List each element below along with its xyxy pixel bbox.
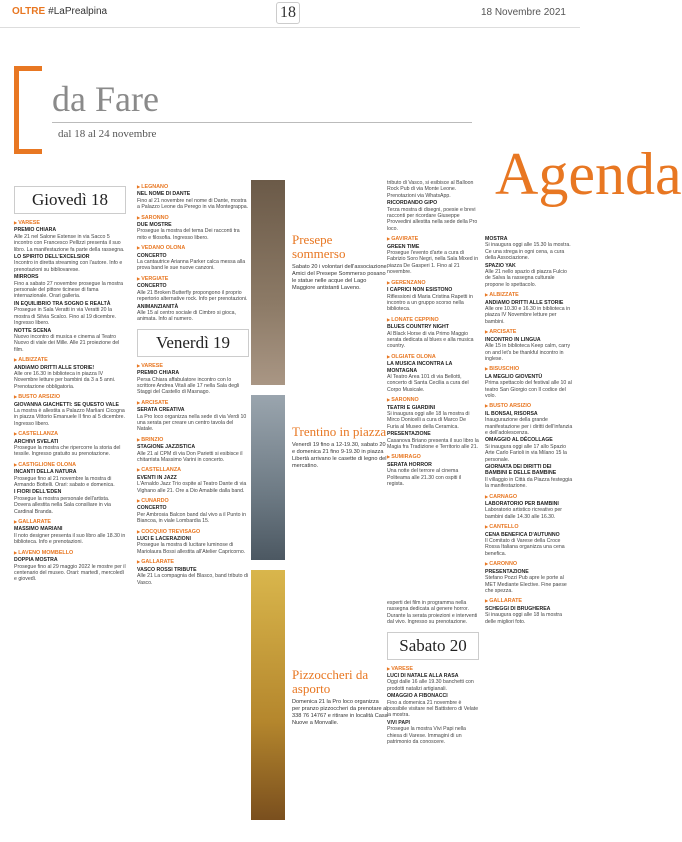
event-item [387, 431, 479, 450]
brand [12, 6, 107, 17]
event-title: SERATA CREATIVA [137, 407, 185, 414]
event-title: SERATA HORROR [387, 461, 432, 468]
day-heading-saturday: Sabato 20 [387, 632, 479, 660]
event-body: Il Comitato di Varese della Croce Rossa Italiana organizza una cena benefica. [485, 538, 565, 557]
event-city: ▶ BISUSCHIO [485, 366, 573, 372]
event-title: I FIORI DELL'EDEN [14, 489, 62, 496]
event-city: ▶ GALLARATE [485, 598, 573, 604]
event-list [387, 666, 479, 746]
event-title: MIRRORS [14, 274, 39, 281]
event-item [485, 494, 573, 521]
event-item [387, 180, 479, 199]
event-body: Prosegue fino al 21 novembre la mostra di Armando Bottelli. Orari: sabato e domenica. [14, 475, 115, 489]
event-title: LABORATORIO PER BAMBINI [485, 501, 559, 508]
event-title: CENA BENEFICA D'AUTUNNO [485, 531, 560, 538]
event-city: ▶ BUSTO ARSIZIO [14, 394, 126, 400]
feature-title: Pizzoccheri da asporto [292, 667, 369, 696]
event-city: ▶ LEGNANO [137, 184, 249, 190]
pizzoccheri-photo [251, 570, 285, 820]
event-title: I CAPRICI NON ESISTONO [387, 287, 453, 294]
event-body: Riflessioni di Maria Cristina Rapetti in incontro a un gruppo scorso nella biblioteca. [387, 293, 473, 313]
event-city: ▶ CUNARDO [137, 498, 249, 504]
event-body: Nuovo incontro di musica e cinema al Teatro Nuovo di viale dei Mille. Alle 21 proiezione del film. [14, 333, 120, 353]
feature-title: Trentino in piazza [292, 424, 387, 439]
event-city: ▶ BUSTO ARSIZIO [485, 403, 573, 409]
event-city: ▶ GAVIRATE [387, 236, 479, 242]
event-title: OMAGGIO AL DÉCOLLAGE [485, 437, 553, 444]
event-item [387, 280, 479, 313]
event-body: Prosegue in Sala Veratti in via Veratti 20 la mostra di Silvia Scalco. Fino al 19 dicembre. Ingresso libero. [14, 307, 117, 327]
agenda-title: Agenda [495, 141, 682, 207]
event-item [137, 245, 249, 272]
event-title: PRESENTAZIONE [387, 431, 431, 438]
event-item [137, 400, 249, 433]
event-city: ▶ VARESE [137, 363, 249, 369]
event-item [137, 304, 249, 323]
event-body: Alle 21 nel Salone Estense in via Sacco 5 incontro con Francesco Pellizzi presenta il suo libro. La manifestazione fa parte della rassegna. [14, 233, 125, 253]
event-list [137, 363, 249, 586]
event-body: Fino a domenica 21 novembre è possibile visitare nel Battistero di Velate la mostra. [387, 699, 479, 719]
event-city: ▶ OLGIATE OLONA [387, 354, 479, 360]
event-title: TEATRI E GIARDINI [387, 404, 436, 411]
event-title: ANDIAMO DRITTI ALLE STORIE! [14, 364, 95, 371]
event-item [14, 254, 126, 273]
event-item [14, 357, 126, 390]
event-body: Il noto designer presenta il suo libro alle 18.30 in biblioteca. Info e prenotazioni. [14, 532, 126, 546]
event-item [485, 403, 573, 436]
event-item [14, 550, 126, 583]
event-body: Alle 21 Broken Butterfly propongono il proprio repertorio alternative rock. Info per prenotazioni. [137, 289, 248, 303]
event-city: ▶ CARONNO [485, 561, 573, 567]
event-city: ▶ ARCISATE [485, 329, 573, 335]
event-title: LUCI DI NATALE ALLA RASA [387, 673, 459, 680]
event-body: tributo di Vasco, si esibisce al Balloon Rock Pub di via Monte Leone. Prenotazioni via WhatsApp. [387, 180, 474, 199]
event-title: DUE MOSTRE [137, 222, 172, 229]
event-item [485, 236, 573, 262]
event-body: Prosegue la mostra Vivi Papi nella chiesa di Varese. Immagini di un patrimonio da conoscere. [387, 726, 466, 746]
event-body: La Pro loco organizza nella sede di via Verdi 10 una serata per creare un centro tavola del Natale. [137, 413, 247, 433]
section-period: dal 18 al 24 novembre [58, 128, 157, 140]
event-title: LA MUSICA INCONTRA LA MONTAGNA [387, 361, 453, 374]
event-list [387, 600, 479, 626]
title-divider [52, 122, 472, 123]
event-body: Inaugurazione della grande manifestazione per i diritti dell'infanzia e dell'adolescenza. [485, 417, 573, 436]
event-body: Persa Chiara affabulatore incontro con lo scrittore Andrea Vitali alle 17 nella Sala degli Staggi del Castello di Masnago. [137, 376, 240, 396]
event-item [485, 263, 573, 289]
event-body: Casanova Briano presenta il suo libro la Magia fra Tradizione e Territorio alle 21. [387, 437, 479, 451]
event-city: ▶ LONATE CEPPINO [387, 317, 479, 323]
event-body: Prima spettacolo del festival alle 10 al teatro San Giorgio con Il codice del volo. [485, 380, 572, 399]
event-item [485, 366, 573, 399]
event-body: Incontro in diretta streaming con l'autore. Info e prenotazioni su bibliovarese. [14, 260, 123, 273]
column-4 [387, 600, 479, 820]
event-list [137, 184, 249, 323]
event-item [387, 317, 479, 350]
feature-text: Venerdì 19 fino a 12-19.30, sabato 20 e domenica 21 fino 9-19.30 in piazza Libertà arrivano le casette di legno del mercatino. [292, 442, 387, 469]
event-body: Prosegue la mostra personale dell'artista. Dovera allestita nella Sala consiliare in via Cardinal Branda. [14, 495, 111, 515]
event-body: La mostra è allestita a Palazzo Marliani Cicogna in piazza Vittorio Emanuele II fino al 5 dicembre. Ingresso libero. [14, 407, 125, 427]
event-body: Al Teatro Area 101 di via Bellotti, concerto di Santa Cecilia a cura del Corpo Musicale. [387, 373, 469, 393]
event-city: ▶ CASTELLANZA [14, 431, 126, 437]
event-item [485, 329, 573, 362]
event-city: ▶ SUMIRAGO [387, 454, 479, 460]
event-item [14, 274, 126, 300]
event-title: STAGIONE JAZZISTICA [137, 444, 196, 451]
event-item [387, 200, 479, 232]
event-item [14, 489, 126, 515]
event-city: ▶ VEDANO OLONA [137, 245, 249, 251]
event-item [485, 598, 573, 625]
feature-presepe [292, 233, 388, 292]
column-2 [137, 180, 249, 820]
event-title: CONCERTO [137, 252, 167, 259]
event-item [387, 354, 479, 393]
event-body: Il villaggio in Città da Piazza festeggia la manifestazione. [485, 476, 573, 490]
event-city: ▶ VARESE [387, 666, 479, 672]
event-title: GIORNATA DEI DIRITTI DEI BAMBINI E DELLE BAMBINE [485, 464, 557, 477]
event-body: Alle 15 in biblioteca Keep calm, carry on and let's be thankful incontro in inglese. [485, 343, 571, 362]
event-item [14, 220, 126, 253]
page-number: 18 [280, 4, 296, 21]
event-list [14, 220, 126, 583]
section-title: da Fare [52, 79, 159, 119]
event-title: SPAZIO YAK [485, 262, 516, 269]
event-title: MASSIMO MARIANI [14, 526, 63, 533]
event-body: Prosegue fino al 29 maggio 2022 le mostre per il centenario del museo. Orari: martedì, mercoledì e giovedì. [14, 563, 126, 583]
event-item [137, 184, 249, 211]
event-city: ▶ VARESE [14, 220, 126, 226]
event-item [387, 613, 479, 626]
feature-trentino [292, 425, 388, 470]
event-item [485, 292, 573, 325]
feature-text: Domenica 21 la Pro loco organizza per pranzo pizzoccheri da prenotare al 338 76 14767 e ritirare in località Casa Nuove a Monvalle. [292, 699, 388, 726]
event-title: ANDIAMO DRITTI ALLE STORIE [485, 299, 564, 306]
event-title: OMAGGIO A FIBONACCI [387, 693, 448, 700]
event-title: PRESENTAZIONE [485, 568, 529, 575]
event-city: ▶ CASTIGLIONE OLONA [14, 462, 126, 468]
event-city: ▶ CANTELLO [485, 524, 573, 530]
event-item [137, 437, 249, 464]
publication-date: 18 Novembre 2021 [480, 7, 566, 18]
event-title: RICORDANDO GIPO [387, 200, 438, 207]
event-body: Alle 21 La compagnia del Blasco, band tributo di Vasco. [137, 573, 249, 586]
event-body: Si inaugura oggi alle 17 allo Spazio Arte Carlo Farioli in via Milano 15 la personale. [485, 443, 567, 463]
event-body: Fino a sabato 27 novembre prosegue la mostra personale del pittore ticinese di fama internazionale. Orari galleria. [14, 280, 124, 300]
event-body: Si inaugura oggi alle 18 la mostra delle migliori foto. [485, 612, 562, 625]
event-city: ▶ CASTELLANZA [137, 467, 249, 473]
event-body: Prosegue l'evento d'arte a cura di Fabrizio Soro Negri, nella Sala Mixed in piazza De Gasperi 1. Fino al 21 novembre. [387, 250, 479, 276]
event-item [387, 397, 479, 430]
day-heading-friday: Venerdì 19 [137, 329, 249, 357]
market-photo [251, 395, 285, 560]
event-item [14, 431, 126, 458]
event-body: Laboratorio artistico ricreativo per bambini dalle 14.30 alle 16.30. [485, 507, 562, 520]
column-5 [485, 235, 573, 820]
event-item [137, 363, 249, 396]
event-item [485, 561, 573, 594]
event-body: Alle 21 al CPM di via Don Parietti si esibisce il chitarrista Massimo Varini in concerto. [137, 450, 243, 463]
event-list [485, 236, 573, 625]
event-title: MOSTRA [485, 236, 508, 242]
event-item [14, 462, 126, 489]
event-body: L'Arnaldo Jazz Trio ospite al Teatro Dante di via Vighano alle 21. Ore a Dio Amabile dalla band. [137, 481, 247, 494]
feature-text: Sabato 20 i volontari dell'associazione Amici del Presepe Sommerso posano le statue nelle acque del Lago Maggiore antistanti Laveno. [292, 264, 387, 291]
event-title: EVENTI IN JAZZ [137, 474, 177, 481]
event-item [387, 666, 479, 693]
event-city: ▶ SARONNO [137, 215, 249, 221]
event-body: Si inaugura oggi alle 18 la mostra di Mirco Donicelli a cura di Marco De Furia al Museo della Ceramica. [387, 411, 470, 430]
event-list [387, 180, 479, 487]
event-title: ARCHIVI SVELATI [14, 438, 59, 445]
event-title: CONCERTO [137, 505, 167, 512]
event-body: Alle 15 al centro sociale di Cimbro si gioca, animata. Info al numero. [137, 309, 236, 323]
event-title: NEL NOME DI DANTE [137, 191, 191, 198]
event-body: Prosegue la mostra che ripercorre la storia del tessile. Ingresso gratuito su prenotazione. [14, 445, 121, 458]
feature-pizzoccheri [292, 668, 388, 727]
nativity-photo [251, 180, 285, 385]
event-title: VASCO ROSSI TRIBUTE [137, 566, 197, 573]
event-item [137, 467, 249, 494]
event-item [137, 498, 249, 525]
event-body: La cantautrice Arianna Parker calca messa alla prova band le sue nuove canzoni. [137, 259, 246, 272]
event-title: CONCERTO [137, 283, 167, 290]
event-item [387, 236, 479, 275]
event-title: PREMIO CHIARA [14, 227, 57, 234]
event-title: PREMIO CHIARA [137, 370, 180, 377]
event-city: ▶ GALLARATE [14, 519, 126, 525]
event-item [387, 454, 479, 487]
event-item [137, 529, 249, 556]
event-body: esperti dei film in programma nella rassegna dedicata al genere horror. [387, 600, 469, 613]
event-city: ▶ GALLARATE [137, 559, 249, 565]
event-item [14, 519, 126, 546]
event-body: Prosegue la mostra di lucitare luminose di Mariolaura Bossi allestita all'Atelier Capricorno. [137, 542, 246, 555]
event-city: ▶ VERGIATE [137, 276, 249, 282]
event-body: Alle 21 nello spazio di piazza Fulcio de Salva la rassegna culturale propone lo spettacolo. [485, 269, 567, 288]
event-item [387, 600, 479, 613]
event-body: Terza mostra di disegni, poesie e brevi racconti per ricordare Giuseppe Provvedini allestita nella sede della Pro loco. [387, 206, 478, 232]
event-body: Al Black Horse di via Primo Maggio serata dedicata al blues e alla musica country. [387, 330, 474, 350]
event-title: ANIMANZIANITÀ [137, 303, 179, 310]
event-body: Fino al 21 novembre nel nome di Dante, mostra a Palazzo Leone da Perego in via Montegrappa. [137, 197, 249, 211]
brand-logo: OLTRE [12, 6, 46, 17]
event-title: VIVI PAPI [387, 719, 410, 726]
event-title: LO SPIRITO DELL'EXCELSIOR [14, 254, 90, 261]
event-title: IL BONSAI, RISORSA [485, 410, 538, 417]
event-title: IN EQUILIBRIO TRA SOGNO E REALTÀ [14, 300, 111, 307]
event-body: Si inaugura oggi alle 15.30 la mostra. Ce una strega in ogni cena, a cura della Associazione. [485, 242, 571, 262]
event-city: ▶ GERENZANO [387, 280, 479, 286]
event-body: Alle ore 10.30 e 16.30 in biblioteca in piazza IV Novembre letture per bambini. [485, 306, 571, 325]
column-1 [14, 180, 126, 820]
event-title: SCHEGGI DI BRUGHEREA [485, 605, 551, 612]
event-item [485, 464, 573, 490]
feature-title: Presepe sommerso [292, 232, 346, 261]
event-city: ▶ SARONNO [387, 397, 479, 403]
event-item [14, 394, 126, 427]
event-title: BLUES COUNTRY NIGHT [387, 324, 449, 331]
event-body: Oggi dalle 16 alle 19.30 banchetti con prodotti natalizi artigianali. [387, 679, 474, 692]
brand-hashtag: #LaPrealpina [48, 6, 108, 17]
event-item [137, 215, 249, 242]
orange-bracket-decoration [14, 66, 42, 154]
event-title: NOTTE SCENA [14, 327, 52, 334]
event-city: ▶ ALBIZZATE [485, 292, 573, 298]
event-city: ▶ ARCISATE [137, 400, 249, 406]
event-body: Stefano Pozzi Pub apre le porte al MET Mediante Elective. Fine paese che spezza. [485, 575, 567, 594]
event-title: GIOVANNA GIACHETTI: SE QUESTO VALE [14, 401, 120, 408]
day-heading-thursday: Giovedì 18 [14, 186, 126, 214]
event-item [485, 437, 573, 463]
event-title: INCANTI DELLA NATURA [14, 469, 77, 476]
event-body: Alle ore 16.30 in biblioteca in piazza IV Novembre letture per bambini da 3 a 5 anni. Prenotazione obbligatoria. [14, 370, 116, 390]
event-item [387, 720, 479, 746]
event-city: ▶ LAVENO MOMBELLO [14, 550, 126, 556]
event-title: DOPPIA MOSTRA [14, 557, 58, 564]
event-item [485, 524, 573, 557]
event-city: ▶ CARNAGO [485, 494, 573, 500]
event-body: Prosegue la mostra del tema Dei racconti tra mito e filosofia. Ingresso libero. [137, 228, 240, 241]
event-body: Una notte del terrore al cinema Politeama alle 21.30 con ospiti il regista. [387, 468, 462, 488]
event-item [137, 559, 249, 586]
event-city: ▶ ALBIZZATE [14, 357, 126, 363]
event-body: Per Ambrosia Balcon band dal vivo a il Punto in Biancoa, in viale Lombardia 15. [137, 511, 247, 525]
event-body: Durante la serata proiezioni e interventi dal vivo. Ingresso su prenotazione. [387, 612, 478, 626]
event-item [14, 301, 126, 327]
event-title: GREEN TIME [387, 243, 420, 250]
event-city: ▶ BRINZIO [137, 437, 249, 443]
event-title: INCONTRO IN LINGUA [485, 336, 541, 343]
event-title: LA MEGLIO GIOVENTÙ [485, 373, 543, 380]
event-title: LUCI E LACERAZIONI [137, 536, 191, 543]
event-item [387, 693, 479, 719]
event-item [14, 328, 126, 354]
event-item [137, 276, 249, 303]
event-city: ▶ COCQUIO TREVISAGO [137, 529, 249, 535]
page-header [0, 0, 580, 28]
